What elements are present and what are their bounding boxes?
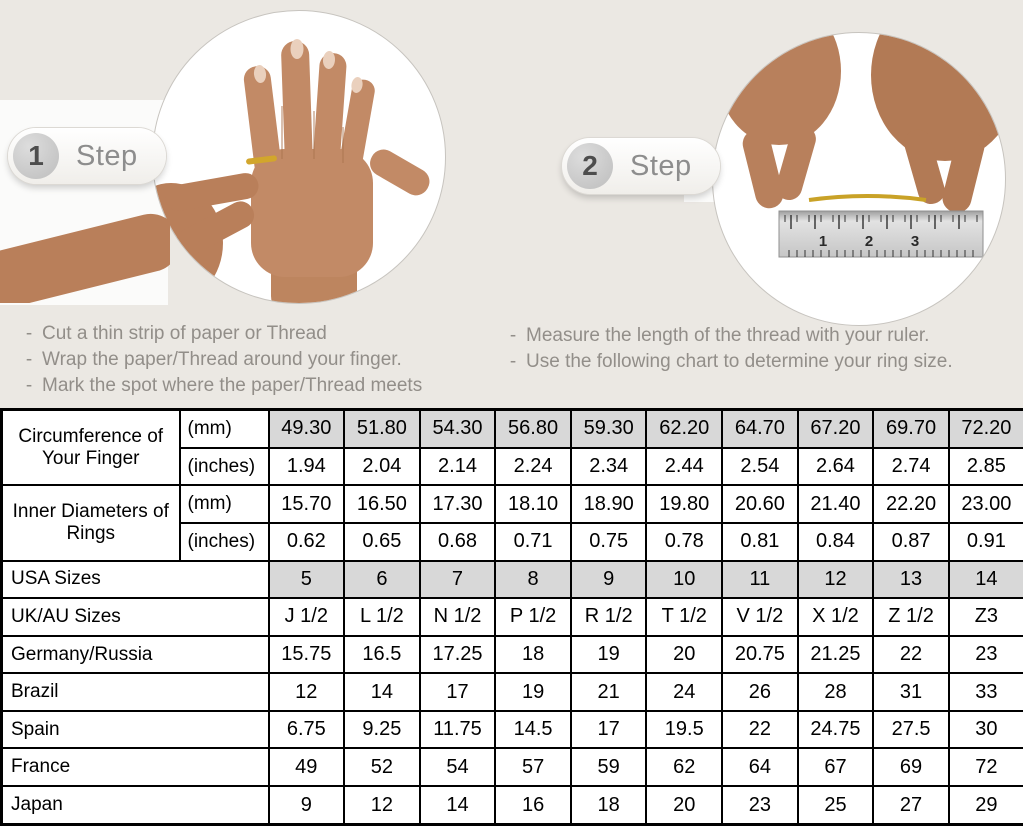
table-row — [2, 598, 1023, 636]
value-cell: Z 1/2 — [873, 598, 949, 636]
value-cell: 27 — [873, 786, 949, 824]
value-cell: 0.87 — [873, 523, 949, 561]
value-cell: 56.80 — [495, 410, 571, 448]
value-cell: 20 — [646, 636, 722, 674]
value-cell: 20.75 — [722, 636, 798, 674]
value-cell: 26 — [722, 673, 798, 711]
value-cell: 8 — [495, 561, 571, 599]
step1-photo — [152, 10, 446, 304]
value-cell: 23 — [722, 786, 798, 824]
ring-size-table — [0, 408, 1023, 826]
value-cell: 12 — [269, 673, 345, 711]
step2-photo — [712, 32, 1006, 326]
value-cell: 18.10 — [495, 485, 571, 523]
table-row — [2, 711, 1023, 749]
value-cell: 49.30 — [269, 410, 345, 448]
value-cell: 31 — [873, 673, 949, 711]
value-cell: 15.70 — [269, 485, 345, 523]
instruction-item — [500, 350, 1020, 373]
value-cell: 19 — [571, 636, 647, 674]
value-cell: 17.30 — [420, 485, 496, 523]
step2-label: Step — [630, 149, 692, 182]
instruction-item — [16, 348, 496, 371]
value-cell: 22 — [873, 636, 949, 674]
unit-label: (mm) — [180, 485, 269, 523]
value-cell: 62 — [646, 748, 722, 786]
step2-badge — [562, 138, 720, 194]
value-cell: 59.30 — [571, 410, 647, 448]
table-row — [2, 561, 1023, 599]
value-cell: P 1/2 — [495, 598, 571, 636]
value-cell: 64.70 — [722, 410, 798, 448]
value-cell: 27.5 — [873, 711, 949, 749]
value-cell: 1.94 — [269, 448, 345, 486]
value-cell: 54 — [420, 748, 496, 786]
value-cell: R 1/2 — [571, 598, 647, 636]
unit-label: (mm) — [180, 410, 269, 448]
left-hand — [717, 33, 841, 211]
step2-instructions — [500, 324, 1020, 376]
value-cell: 14.5 — [495, 711, 571, 749]
value-cell: 51.80 — [344, 410, 420, 448]
gold-thread — [809, 196, 926, 200]
row-label: USA Sizes — [2, 561, 269, 599]
dash: - — [509, 325, 517, 346]
instruction-item — [16, 374, 496, 397]
value-cell: 0.62 — [269, 523, 345, 561]
dash: - — [25, 375, 33, 396]
dash: - — [509, 351, 517, 372]
row-group-label: Circumference of Your Finger — [2, 410, 180, 486]
value-cell: 0.78 — [646, 523, 722, 561]
value-cell: T 1/2 — [646, 598, 722, 636]
value-cell: X 1/2 — [798, 598, 874, 636]
instruction-item — [16, 322, 496, 345]
value-cell: 12 — [798, 561, 874, 599]
value-cell: N 1/2 — [420, 598, 496, 636]
value-cell: 0.91 — [949, 523, 1023, 561]
value-cell: 9 — [571, 561, 647, 599]
value-cell: 9 — [269, 786, 345, 824]
value-cell: 2.64 — [798, 448, 874, 486]
value-cell: 20 — [646, 786, 722, 824]
value-cell: 19.80 — [646, 485, 722, 523]
value-cell: 62.20 — [646, 410, 722, 448]
value-cell: 29 — [949, 786, 1023, 824]
value-cell: L 1/2 — [344, 598, 420, 636]
value-cell: 57 — [495, 748, 571, 786]
row-group-label: Inner Diameters of Rings — [2, 485, 180, 560]
dash: - — [25, 323, 33, 344]
row-label: Germany/Russia — [2, 636, 269, 674]
value-cell: 15.75 — [269, 636, 345, 674]
value-cell: 49 — [269, 748, 345, 786]
value-cell: 19.5 — [646, 711, 722, 749]
value-cell: 16.50 — [344, 485, 420, 523]
table-row — [2, 748, 1023, 786]
value-cell: 17 — [571, 711, 647, 749]
instruction-text: Mark the spot where the paper/Thread meets — [42, 375, 423, 396]
value-cell: 21 — [571, 673, 647, 711]
value-cell: 20.60 — [722, 485, 798, 523]
value-cell: 69 — [873, 748, 949, 786]
row-label: France — [2, 748, 269, 786]
dash: - — [25, 349, 33, 370]
row-label: Spain — [2, 711, 269, 749]
table-row — [2, 636, 1023, 674]
value-cell: 2.85 — [949, 448, 1023, 486]
value-cell: 18.90 — [571, 485, 647, 523]
step1-number: 1 — [13, 133, 59, 179]
value-cell: 0.81 — [722, 523, 798, 561]
table-row — [2, 410, 1023, 448]
unit-label: (inches) — [180, 448, 269, 486]
value-cell: 19 — [495, 673, 571, 711]
step2-number: 2 — [567, 143, 613, 189]
value-cell: J 1/2 — [269, 598, 345, 636]
value-cell: 21.25 — [798, 636, 874, 674]
main-hand — [242, 39, 434, 303]
step1-label: Step — [76, 139, 138, 172]
step1-instructions — [16, 322, 496, 400]
value-cell: 2.04 — [344, 448, 420, 486]
value-cell: 33 — [949, 673, 1023, 711]
value-cell: 21.40 — [798, 485, 874, 523]
ruler-number: 3 — [910, 233, 920, 250]
row-label: UK/AU Sizes — [2, 598, 269, 636]
value-cell: 13 — [873, 561, 949, 599]
value-cell: 2.54 — [722, 448, 798, 486]
value-cell: Z3 — [949, 598, 1023, 636]
value-cell: 30 — [949, 711, 1023, 749]
value-cell: V 1/2 — [722, 598, 798, 636]
value-cell: 16.5 — [344, 636, 420, 674]
ruler-number: 2 — [864, 233, 874, 250]
value-cell: 6.75 — [269, 711, 345, 749]
value-cell: 7 — [420, 561, 496, 599]
value-cell: 64 — [722, 748, 798, 786]
hand-with-thread-ring-illustration — [153, 11, 445, 303]
measuring-thread-with-ruler-illustration — [713, 33, 1005, 325]
value-cell: 5 — [269, 561, 345, 599]
value-cell: 23.00 — [949, 485, 1023, 523]
instruction-text: Cut a thin strip of paper or Thread — [42, 323, 327, 344]
value-cell: 10 — [646, 561, 722, 599]
instruction-text: Use the following chart to determine your ring size. — [526, 351, 953, 372]
value-cell: 54.30 — [420, 410, 496, 448]
instruction-item — [500, 324, 1020, 347]
instruction-text: Measure the length of the thread with your ruler. — [526, 325, 930, 346]
forearm-illustration — [0, 185, 170, 303]
value-cell: 67 — [798, 748, 874, 786]
instruction-text: Wrap the paper/Thread around your finger. — [42, 349, 402, 370]
value-cell: 2.74 — [873, 448, 949, 486]
value-cell: 25 — [798, 786, 874, 824]
value-cell: 11.75 — [420, 711, 496, 749]
value-cell: 14 — [344, 673, 420, 711]
value-cell: 2.24 — [495, 448, 571, 486]
value-cell: 0.71 — [495, 523, 571, 561]
value-cell: 0.84 — [798, 523, 874, 561]
value-cell: 18 — [495, 636, 571, 674]
value-cell: 6 — [344, 561, 420, 599]
step1-badge — [8, 128, 166, 184]
value-cell: 0.75 — [571, 523, 647, 561]
value-cell: 69.70 — [873, 410, 949, 448]
value-cell: 17.25 — [420, 636, 496, 674]
value-cell: 14 — [420, 786, 496, 824]
size-table-body — [2, 410, 1023, 825]
value-cell: 12 — [344, 786, 420, 824]
value-cell: 28 — [798, 673, 874, 711]
value-cell: 22.20 — [873, 485, 949, 523]
value-cell: 72 — [949, 748, 1023, 786]
value-cell: 23 — [949, 636, 1023, 674]
value-cell: 2.14 — [420, 448, 496, 486]
value-cell: 0.68 — [420, 523, 496, 561]
value-cell: 24 — [646, 673, 722, 711]
ruler — [779, 211, 983, 257]
value-cell: 9.25 — [344, 711, 420, 749]
table-row — [2, 786, 1023, 824]
value-cell: 17 — [420, 673, 496, 711]
table-row — [2, 673, 1023, 711]
value-cell: 11 — [722, 561, 798, 599]
value-cell: 59 — [571, 748, 647, 786]
value-cell: 2.44 — [646, 448, 722, 486]
value-cell: 24.75 — [798, 711, 874, 749]
value-cell: 0.65 — [344, 523, 420, 561]
table-row — [2, 485, 1023, 523]
value-cell: 22 — [722, 711, 798, 749]
value-cell: 52 — [344, 748, 420, 786]
value-cell: 14 — [949, 561, 1023, 599]
row-label: Brazil — [2, 673, 269, 711]
value-cell: 72.20 — [949, 410, 1023, 448]
value-cell: 16 — [495, 786, 571, 824]
ruler-number: 1 — [818, 233, 828, 250]
right-hand — [871, 33, 1005, 215]
value-cell: 67.20 — [798, 410, 874, 448]
value-cell: 18 — [571, 786, 647, 824]
value-cell: 2.34 — [571, 448, 647, 486]
row-label: Japan — [2, 786, 269, 824]
unit-label: (inches) — [180, 523, 269, 561]
